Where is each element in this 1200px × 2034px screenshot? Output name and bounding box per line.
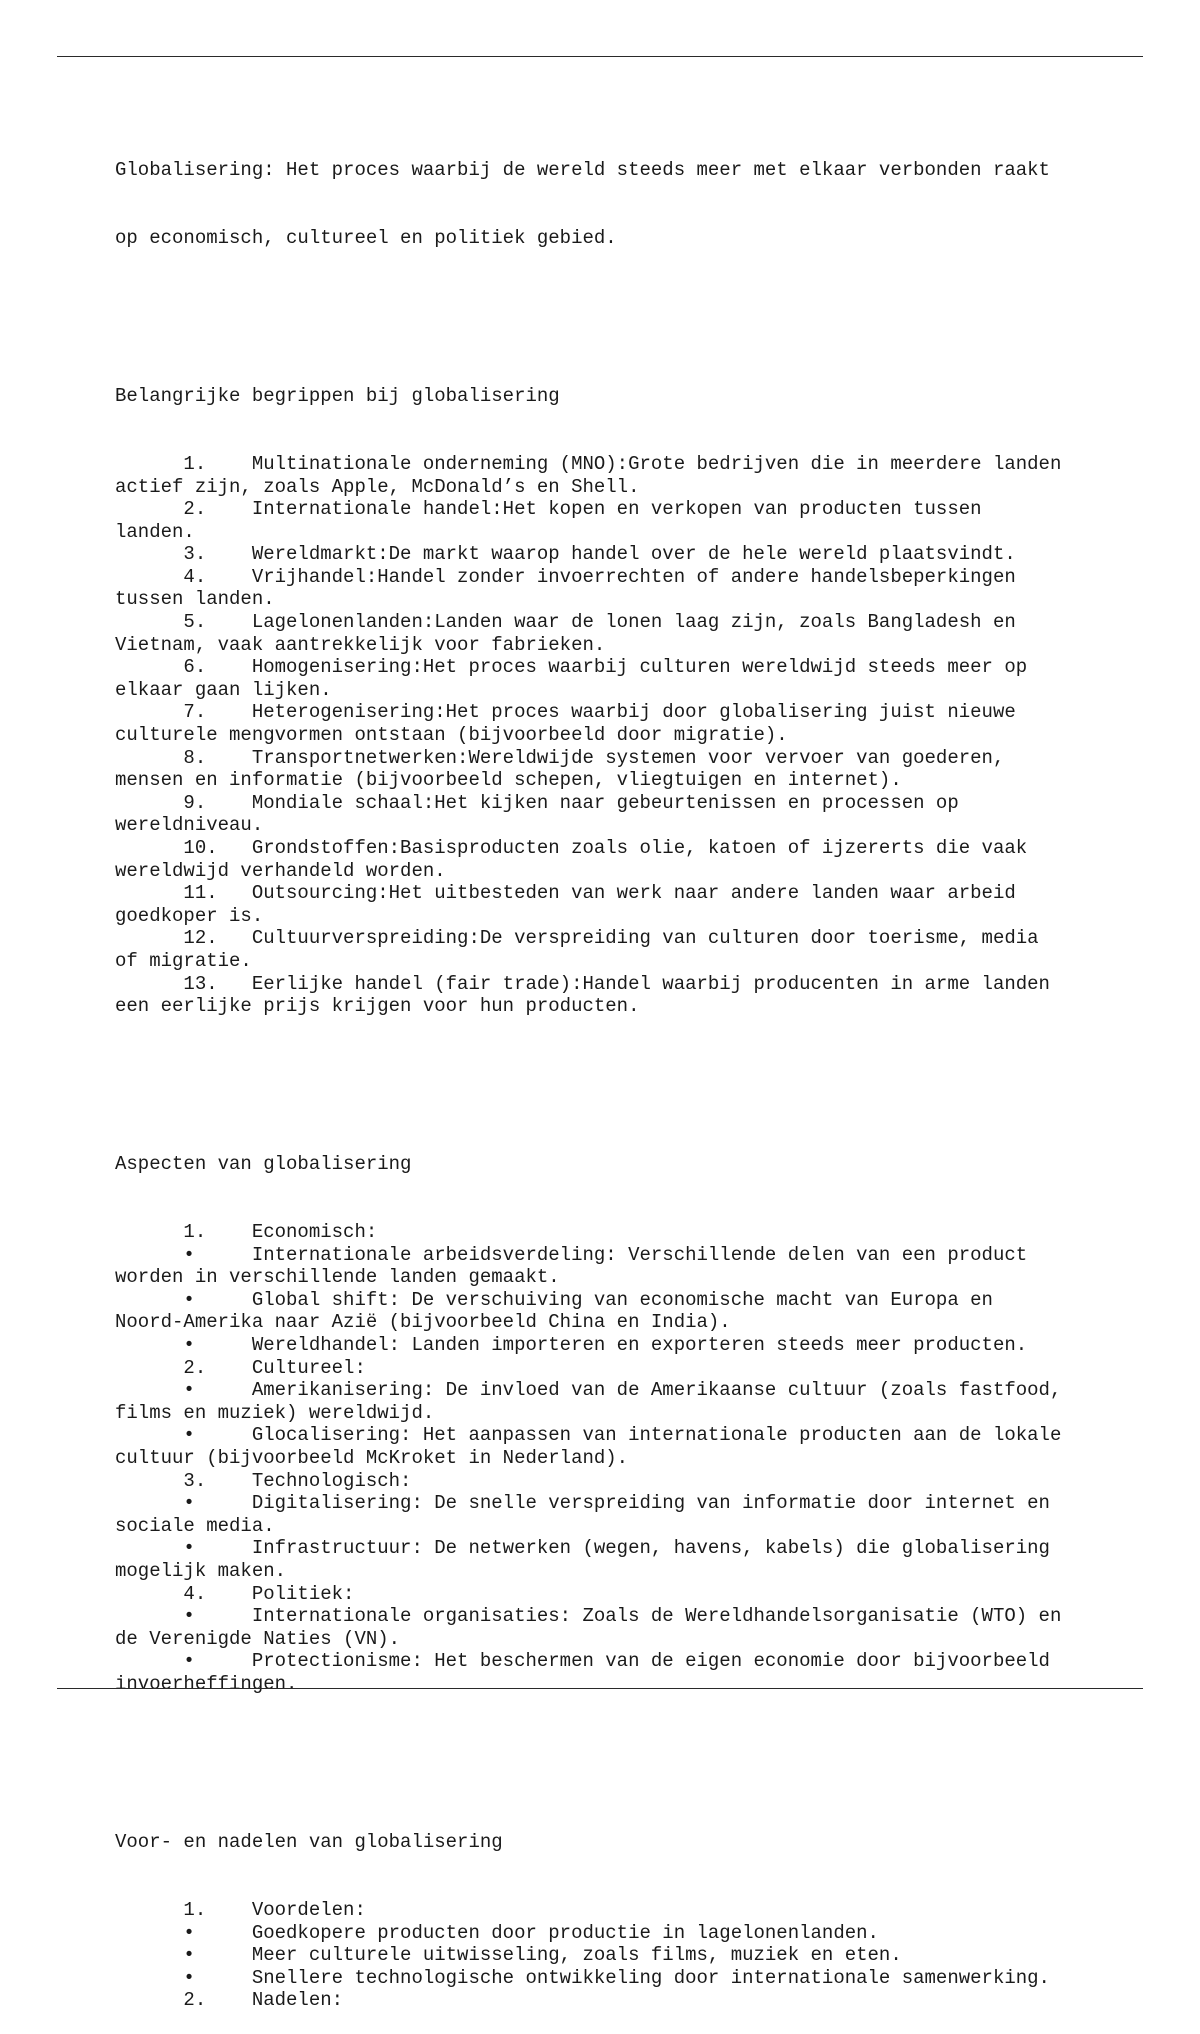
document-line: • Internationale organisaties: Zoals de Wereldhandelsorganisatie (WTO) en — [115, 1605, 1062, 1628]
terms-list — [115, 453, 1165, 1018]
document-line: een eerlijke prijs krijgen voor hun producten. — [115, 995, 640, 1018]
document-line: 6. Homogenisering:Het proces waarbij culturen wereldwijd steeds meer op — [115, 656, 1028, 679]
document-line: 9. Mondiale schaal:Het kijken naar gebeurtenissen en processen op — [115, 791, 959, 814]
document-line: • Glocalisering: Het aanpassen van internationale producten aan de lokale — [115, 1424, 1062, 1447]
intro-line-1: Globalisering: Het proces waarbij de wereld steeds meer met elkaar verbonden raakt — [115, 159, 1050, 182]
document-line: 4. Politiek: — [115, 1582, 355, 1605]
document-line: 13. Eerlijke handel (fair trade):Handel waarbij producenten in arme landen — [115, 972, 1050, 995]
document-line: goedkoper is. — [115, 904, 264, 927]
document-line: mensen en informatie (bijvoorbeeld schepen, vliegtuigen en internet). — [115, 769, 902, 792]
document-line: actief zijn, zoals Apple, McDonald’s en Shell. — [115, 475, 640, 498]
document-line: • Meer culturele uitwisseling, zoals films, muziek en eten. — [115, 1944, 902, 1967]
document-line: 3. Wereldmarkt:De markt waarop handel over de hele wereld plaatsvindt. — [115, 543, 1016, 566]
document-body — [115, 114, 1165, 2034]
document-line: worden in verschillende landen gemaakt. — [115, 1266, 560, 1289]
document-line: mogelijk maken. — [115, 1560, 287, 1582]
document-line: 4. Vrijhandel:Handel zonder invoerrechten of andere handelsbeperkingen — [115, 565, 1016, 588]
document-line: 3. Technologisch: — [115, 1469, 412, 1492]
document-line: culturele mengvormen ontstaan (bijvoorbeeld door migratie). — [115, 724, 788, 747]
document-line: cultuur (bijvoorbeeld McKroket in Nederland). — [115, 1447, 629, 1470]
document-line: 7. Heterogenisering:Het proces waarbij door globalisering juist nieuwe — [115, 701, 1016, 724]
document-line: Noord-Amerika naar Azië (bijvoorbeeld China en India). — [115, 1311, 731, 1334]
document-line: sociale media. — [115, 1514, 275, 1537]
spacer — [115, 295, 1165, 318]
document-line: 10. Grondstoffen:Basisproducten zoals olie, katoen of ijzererts die vaak — [115, 837, 1028, 859]
document-line: 5. Lagelonenlanden:Landen waar de lonen laag zijn, zoals Bangladesh en — [115, 611, 1016, 634]
spacer — [115, 1741, 1165, 1764]
document-line: • Amerikanisering: De invloed van de Amerikaanse cultuur (zoals fastfood, — [115, 1379, 1062, 1402]
section-heading-pros-cons: Voor- en nadelen van globalisering — [115, 1831, 503, 1854]
pros-cons-list — [115, 1899, 1165, 2012]
document-line: 2. Nadelen: — [115, 1989, 344, 2012]
bottom-rule — [57, 1688, 1143, 1689]
spacer — [115, 1063, 1165, 1086]
document-line: 11. Outsourcing:Het uitbesteden van werk naar andere landen waar arbeid — [115, 882, 1016, 905]
document-line: Vietnam, vaak aantrekkelijk voor fabrieken. — [115, 633, 606, 656]
document-line: of migratie. — [115, 949, 252, 972]
document-line: de Verenigde Naties (VN). — [115, 1627, 401, 1650]
document-line: • Digitalisering: De snelle verspreiding van informatie door internet en — [115, 1492, 1050, 1515]
document-line: • Wereldhandel: Landen importeren en exporteren steeds meer producten. — [115, 1334, 1028, 1357]
top-rule — [57, 56, 1143, 57]
document-line: landen. — [115, 520, 195, 543]
document-line: tussen landen. — [115, 588, 275, 611]
document-line: • Protectionisme: Het beschermen van de eigen economie door bijvoorbeeld — [115, 1650, 1050, 1673]
document-line: 2. Internationale handel:Het kopen en verkopen van producten tussen — [115, 498, 982, 521]
document-line: films en muziek) wereldwijd. — [115, 1401, 435, 1424]
document-line: wereldwijd verhandeld worden. — [115, 859, 446, 882]
document-line: 1. Economisch: — [115, 1221, 378, 1244]
document-line: 1. Multinationale onderneming (MNO):Grote bedrijven die in meerdere landen — [115, 452, 1062, 475]
document-line: invoerheffingen. — [115, 1672, 298, 1695]
document-line: 2. Cultureel: — [115, 1356, 366, 1379]
document-line: • Infrastructuur: De netwerken (wegen, havens, kabels) die globalisering — [115, 1537, 1050, 1560]
document-line: • Snellere technologische ontwikkeling door internationale samenwerking. — [115, 1966, 1050, 1989]
document-line: elkaar gaan lijken. — [115, 678, 332, 701]
section-heading-aspects: Aspecten van globalisering — [115, 1153, 412, 1176]
document-line: 8. Transportnetwerken:Wereldwijde systemen voor vervoer van goederen, — [115, 746, 1005, 769]
document-line: • Goedkopere producten door productie in lagelonenlanden. — [115, 1921, 879, 1944]
document-line: • Internationale arbeidsverdeling: Verschillende delen van een product — [115, 1243, 1028, 1266]
intro-line-2: op economisch, cultureel en politiek gebied. — [115, 226, 617, 249]
document-line: • Global shift: De verschuiving van economische macht van Europa en — [115, 1288, 993, 1311]
document-line: 1. Voordelen: — [115, 1898, 366, 1921]
document-line: 12. Cultuurverspreiding:De verspreiding van culturen door toerisme, media — [115, 927, 1039, 950]
aspects-list — [115, 1221, 1165, 1695]
section-heading-terms: Belangrijke begrippen bij globalisering — [115, 385, 560, 408]
document-line: wereldniveau. — [115, 814, 264, 837]
